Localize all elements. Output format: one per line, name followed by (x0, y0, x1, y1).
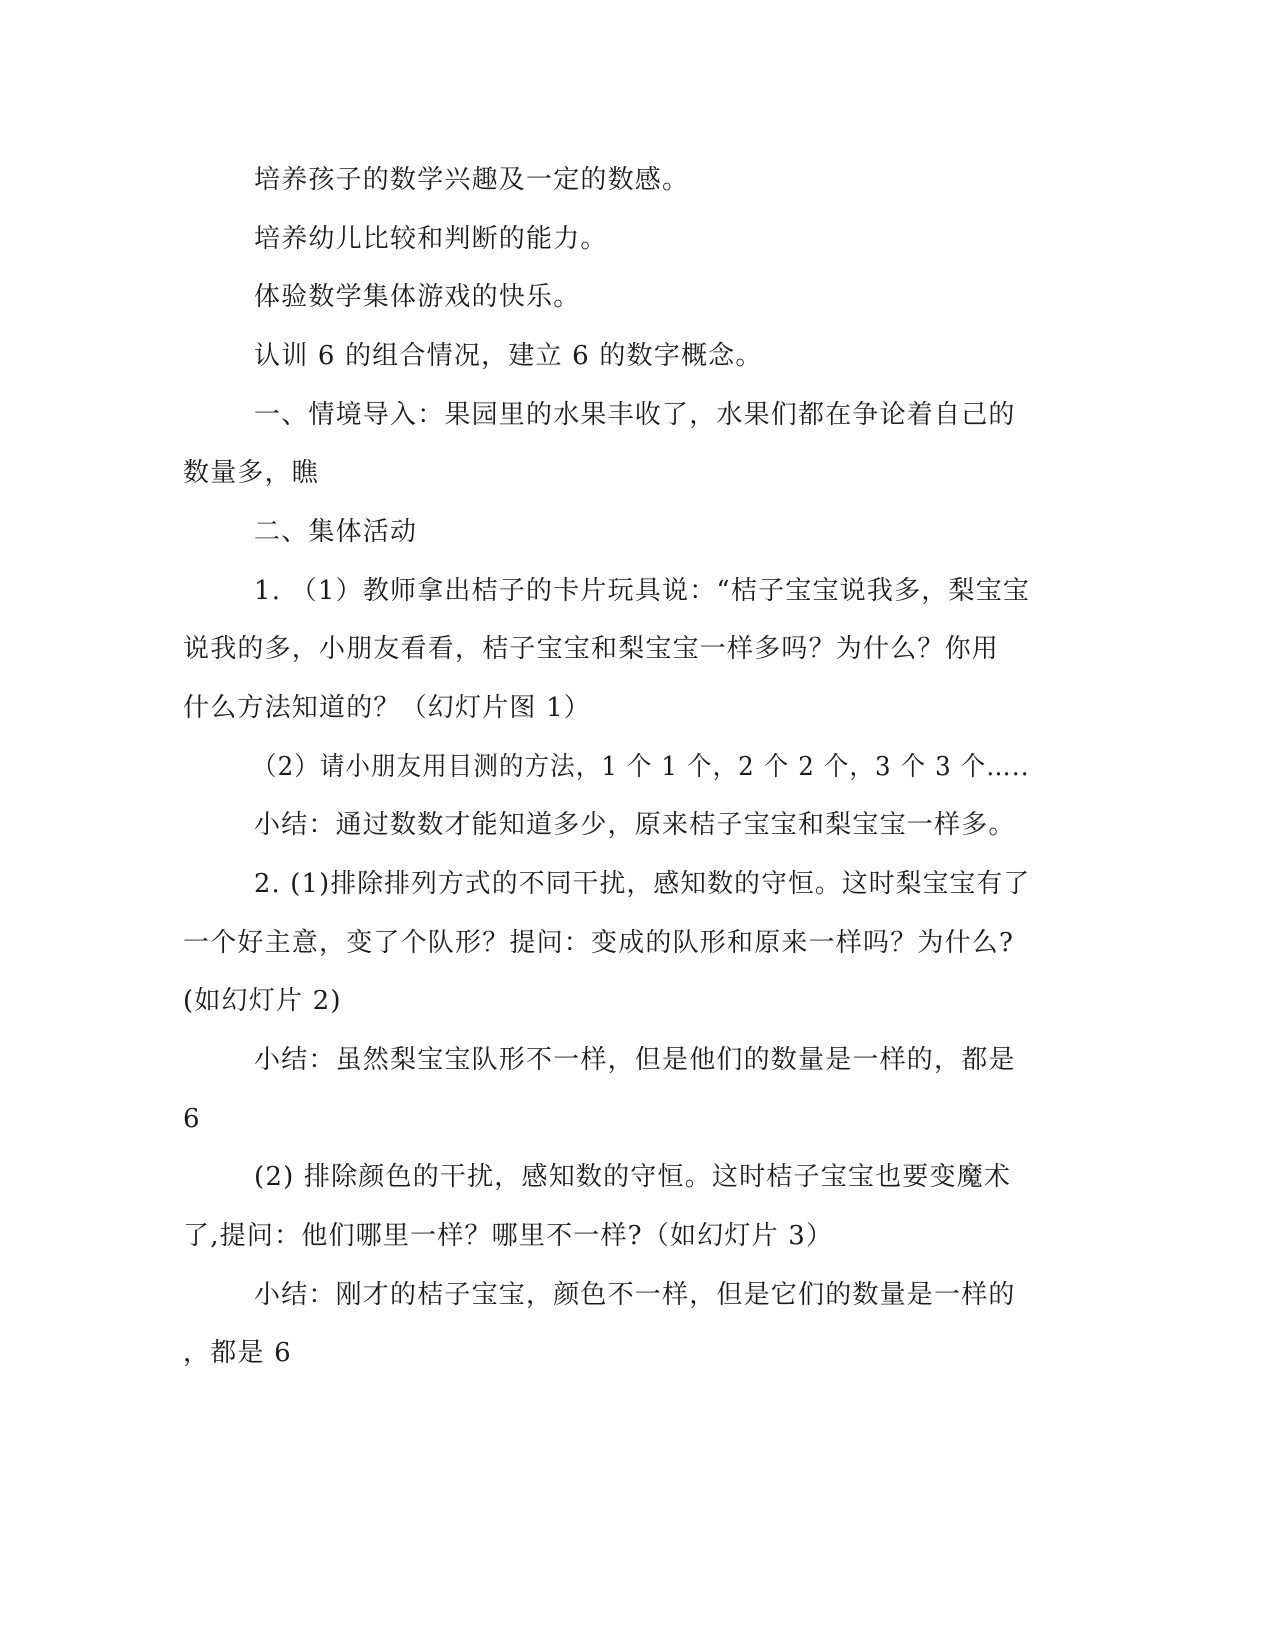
paragraph-line: 认训 6 的组合情况，建立 6 的数字概念。 (254, 341, 763, 371)
paragraph-line: 一个好主意，变了个队形？提问：变成的队形和原来一样吗？为什么? (183, 928, 1015, 958)
paragraph-line: 6 (183, 1104, 201, 1134)
paragraph-line: (2) 排除颜色的干扰，感知数的守恒。这时桔子宝宝也要变魔术 (254, 1162, 1012, 1192)
paragraph-line: 小结：通过数数才能知道多少，原来桔子宝宝和梨宝宝一样多。 (254, 810, 1016, 840)
paragraph-line: 一、情境导入：果园里的水果丰收了，水果们都在争论着自己的 (254, 400, 1016, 430)
paragraph-line: （2）请小朋友用目测的方法，1 个 1 个，2 个 2 个，3 个 3 个….. (252, 752, 1030, 782)
paragraph-line: 体验数学集体游戏的快乐。 (254, 282, 581, 312)
paragraph-line: (如幻灯片 2) (183, 986, 342, 1016)
paragraph-line: 1. （1）教师拿出桔子的卡片玩具说：“桔子宝宝说我多，梨宝宝 (254, 576, 1031, 606)
paragraph-line: 培养孩子的数学兴趣及一定的数感。 (254, 165, 690, 195)
paragraph-line: 培养幼儿比较和判断的能力。 (254, 224, 608, 254)
paragraph-line: ，都是 6 (183, 1338, 292, 1368)
paragraph-line: 2. (1)排除排列方式的不同干扰，感知数的守恒。这时梨宝宝有了 (254, 869, 1031, 899)
paragraph-line: 了,提问：他们哪里一样？哪里不一样?（如幻灯片 3） (183, 1221, 834, 1251)
paragraph-line: 数量多，瞧 (183, 458, 320, 488)
paragraph-line: 说我的多，小朋友看看，桔子宝宝和梨宝宝一样多吗？为什么？你用 (183, 634, 1000, 664)
paragraph-line: 小结：刚才的桔子宝宝，颜色不一样，但是它们的数量是一样的 (254, 1280, 1016, 1310)
paragraph-line: 小结：虽然梨宝宝队形不一样，但是他们的数量是一样的，都是 (254, 1045, 1016, 1075)
section-heading: 二、集体活动 (254, 517, 418, 547)
paragraph-line: 什么方法知道的？（幻灯片图 1） (183, 693, 592, 723)
